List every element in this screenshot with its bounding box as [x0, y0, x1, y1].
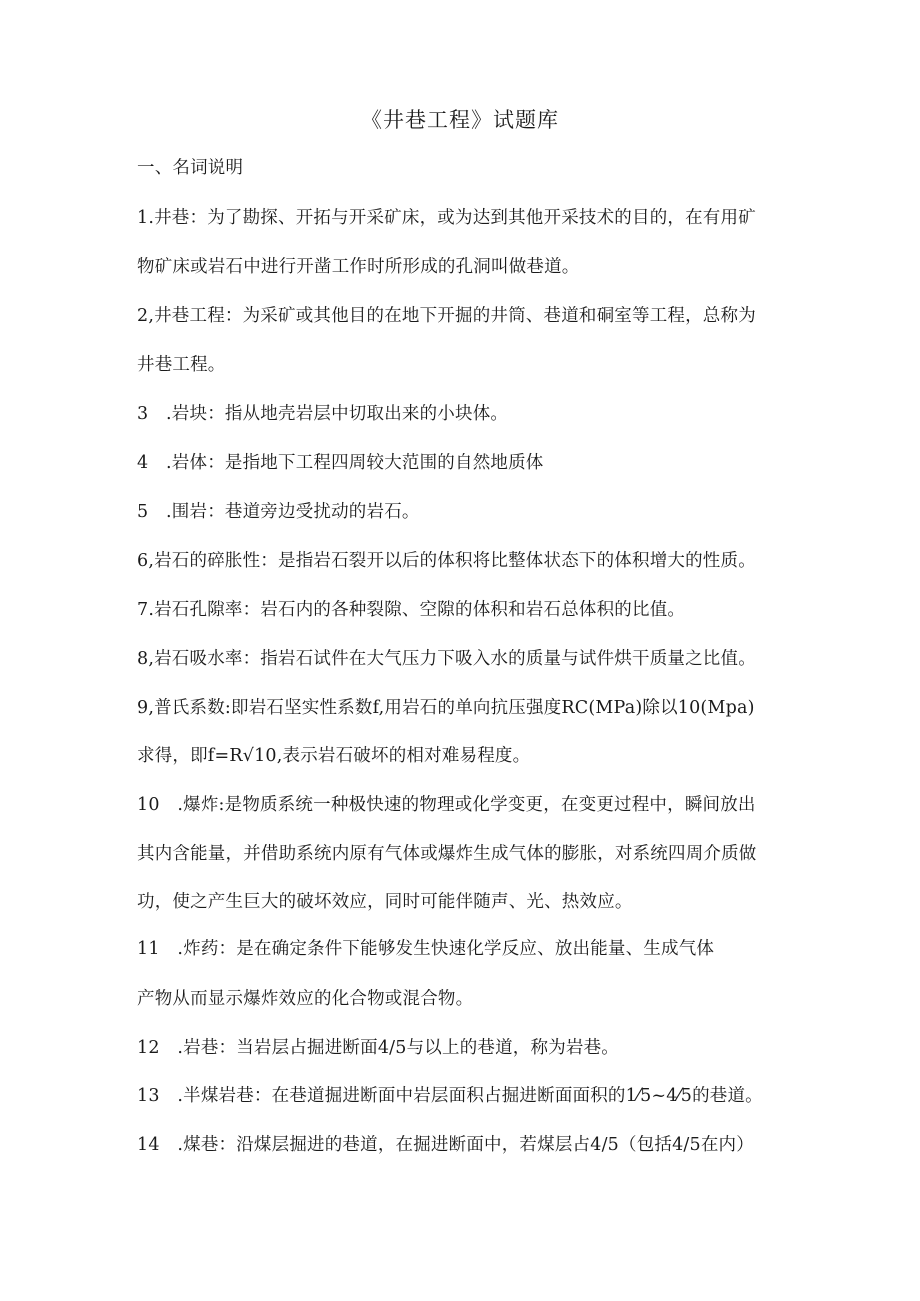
text-line: 1.井巷：为了勘探、开拓与开采矿床，或为达到其他开采技术的目的，在有用矿 [137, 208, 756, 228]
text-line: 3 .岩块：指从地壳岩层中切取出来的小块体。 [137, 404, 509, 424]
text-line: 6,岩石的碎胀性：是指岩石裂开以后的体积将比整体状态下的体积增大的性质。 [137, 551, 756, 571]
text-line: 14 .煤巷：沿煤层掘进的巷道，在掘进断面中，若煤层占4/5（包括4/5在内） [137, 1135, 754, 1155]
text-line: 井巷工程。 [137, 355, 226, 375]
text-line: 功，使之产生巨大的破坏效应，同时可能伴随声、光、热效应。 [137, 892, 633, 912]
text-line: 7.岩石孔隙率：岩石内的各种裂隙、空隙的体积和岩石总体积的比值。 [137, 600, 686, 620]
text-line: 求得，即f=R√10,表示岩石破坏的相对难易程度。 [137, 746, 531, 766]
document-title: 《井巷工程》试题库 [361, 108, 559, 132]
text-line: 产物从而显示爆炸效应的化合物或混合物。 [137, 989, 474, 1009]
text-line: 物矿床或岩石中进行开凿工作时所形成的孔洞叫做巷道。 [137, 257, 580, 277]
text-line: 5 .围岩：巷道旁边受扰动的岩石。 [137, 502, 420, 522]
section-heading: 一、名词说明 [137, 158, 244, 178]
text-line: 10 .爆炸:是物质系统一种极快速的物理或化学变更，在变更过程中，瞬间放出 [137, 795, 756, 815]
text-line: 9,普氏系数:即岩石坚实性系数f,用岩石的单向抗压强度RC(MPa)除以10(Mpa) [137, 698, 755, 718]
text-line: 8,岩石吸水率：指岩石试件在大气压力下吸入水的质量与试件烘干质量之比值。 [137, 649, 756, 669]
text-line: 4 .岩体：是指地下工程四周较大范围的自然地质体 [137, 453, 544, 473]
text-line: 12 .岩巷：当岩层占掘进断面4/5与以上的巷道，称为岩巷。 [137, 1038, 619, 1058]
text-line: 11 .炸药：是在确定条件下能够发生快速化学反应、放出能量、生成气体 [137, 939, 715, 959]
text-line: 13 .半煤岩巷：在巷道掘进断面中岩层面积占掘进断面面积的1⁄5~4⁄5的巷道。 [137, 1086, 763, 1106]
text-line: 2,井巷工程：为采矿或其他目的在地下开掘的井筒、巷道和硐室等工程，总称为 [137, 306, 756, 326]
text-line: 其内含能量，并借助系统内原有气体或爆炸生成气体的膨胀，对系统四周介质做 [137, 844, 757, 864]
